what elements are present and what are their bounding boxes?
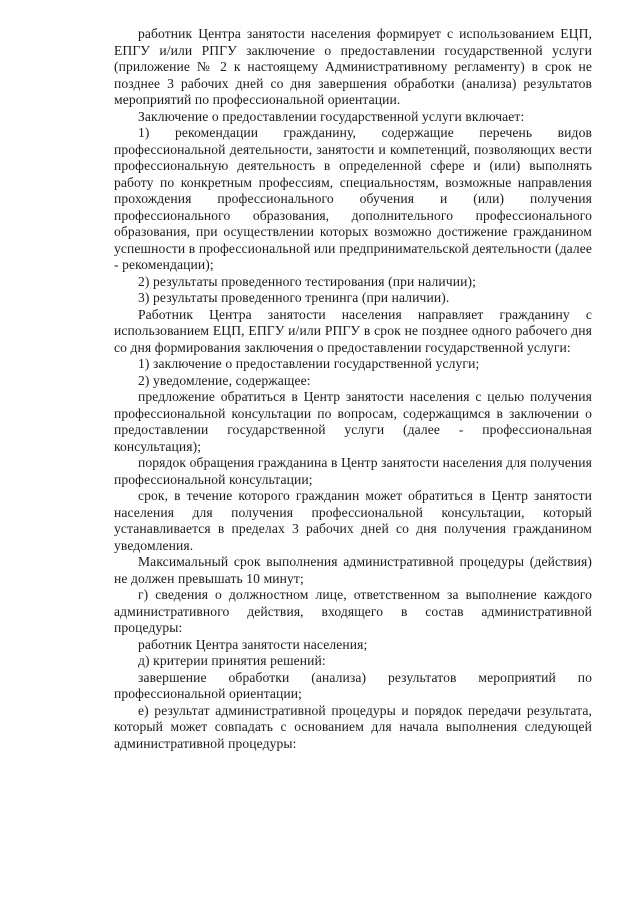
paragraph: Максимальный срок выполнения административной процедуры (действия) не должен превышать 10 минут; [114, 554, 592, 586]
paragraph: 1) рекомендации гражданину, содержащие перечень видов профессиональной деятельности, занятости и компетенций, позволяющих вести профессиональную деятельность в определенной сфере и (или) выполнять работу по конкретным профессиям, специальностям, возможные направления прохождения профессионального обучения и (или) получения профессионального образования, дополнительного профессионального образования, при осуществлении которых возможно достижение гражданином успешности в профессиональной или предпринимательской деятельности (далее - рекомендации); [114, 125, 592, 272]
paragraph: порядок обращения гражданина в Центр занятости населения для получения профессиональной консультации; [114, 455, 592, 487]
paragraph: работник Центра занятости населения; [138, 636, 368, 652]
paragraph: д) критерии принятия решений: [138, 653, 326, 668]
paragraph: завершение обработки (анализа) результатов мероприятий по профессиональной ориентации; [114, 669, 592, 701]
paragraph: Работник Центра занятости населения направляет гражданину с использованием ЕЦП, ЕПГУ и/или РПГУ в срок не позднее одного рабочего дня со дня формирования заключения о предоставлении государственной услуги: [114, 306, 592, 355]
paragraph: 2) уведомление, содержащее: [138, 372, 311, 388]
paragraph: 2) результаты проведенного тестирования (при наличии); [138, 273, 476, 289]
paragraph: г) сведения о должностном лице, ответственном за выполнение каждого административного действия, входящего в состав административной процедуры: [114, 587, 592, 635]
paragraph: е) результат административной процедуры и порядок передачи результата, который может совпадать с основанием для начала выполнения следующей административной процедуры: [114, 702, 592, 751]
paragraph: предложение обратиться в Центр занятости населения с целью получения профессиональной консультации по вопросам, содержащимся в заключении о предоставлении государственной услуги (далее - профессиональная консультация); [114, 389, 592, 454]
paragraph: 3) результаты проведенного тренинга (при наличии). [138, 290, 450, 305]
paragraph: Заключение о предоставлении государственной услуги включает: [138, 108, 525, 124]
paragraph: срок, в течение которого гражданин может обратиться в Центр занятости населения для получения профессиональной консультации, который устанавливается в пределах 3 рабочих дней со дня получения гражданином уведомления. [114, 488, 592, 553]
paragraph: 1) заключение о предоставлении государственной услуги; [138, 356, 480, 371]
paragraph: работник Центра занятости населения формирует с использованием ЕЦП, ЕПГУ и/или РПГУ заключение о предоставлении государственной услуги (приложение № 2 к настоящему Административному регламенту) в срок не позднее 3 рабочих дней со дня завершения обработки (анализа) результатов мероприятий по профессиональной ориентации. [114, 26, 592, 107]
document-body [114, 26, 592, 752]
